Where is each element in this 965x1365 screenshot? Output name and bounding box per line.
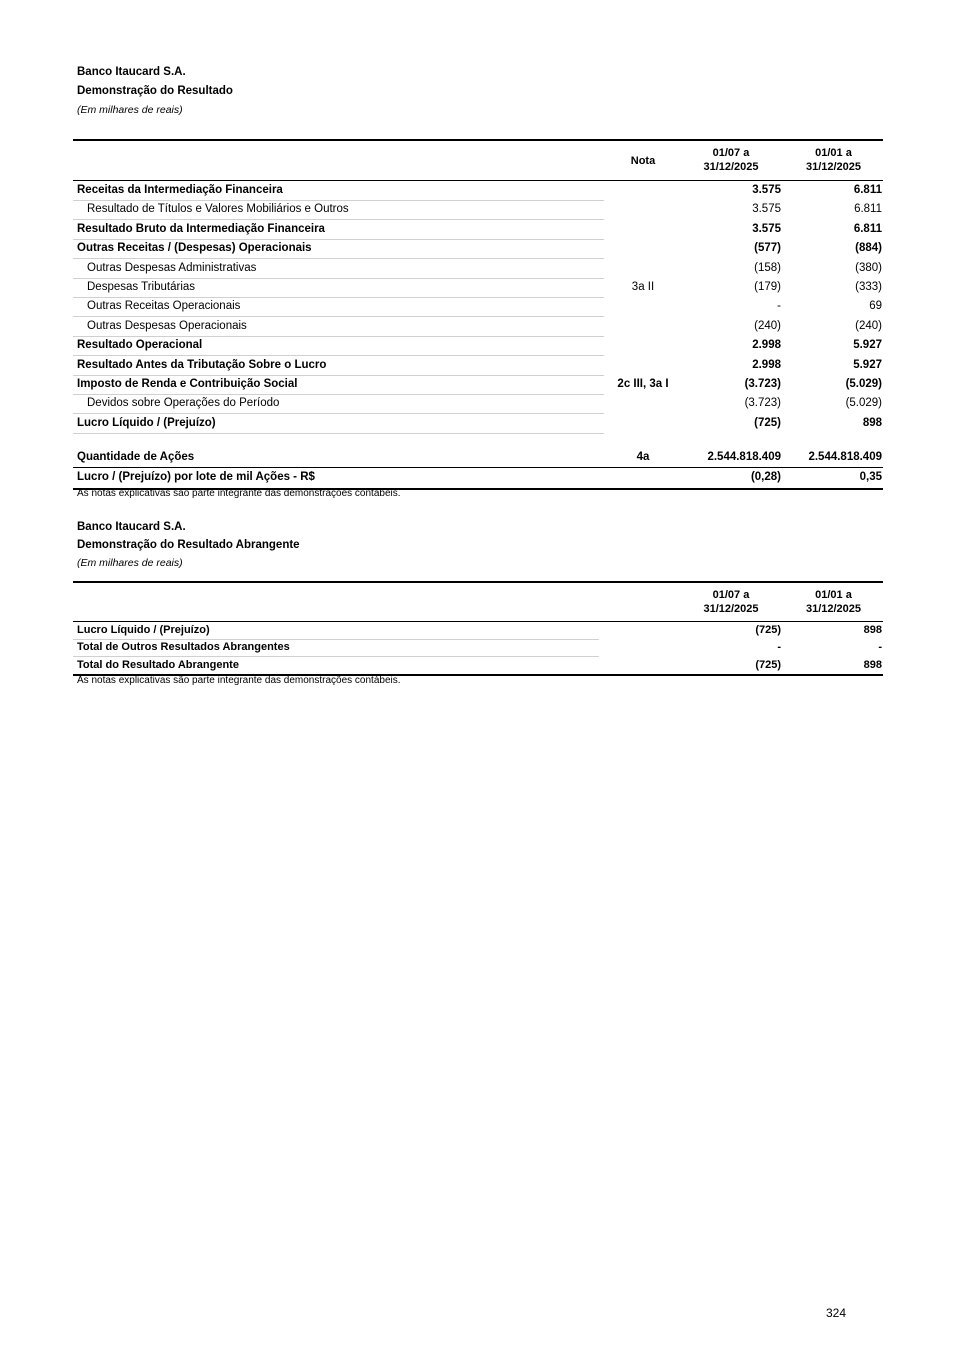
table-row: Lucro Líquido / (Prejuízo) (725) 898 [73,414,883,433]
table-header [73,141,883,181]
header-period-1: 01/07 a 31/12/2025 [703,147,759,173]
statement-title-2: Demonstração do Resultado Abrangente [77,539,300,551]
company-name: Banco Itaucard S.A. [77,66,186,78]
header-nota: Nota [630,155,656,167]
header-period-2: 01/01 a 31/12/2025 [805,147,862,173]
table-row: Total de Outros Resultados Abrangentes - - [73,639,883,656]
header-period-2: 01/01 a 31/12/2025 [805,589,862,615]
footnote: As notas explicativas são parte integrante das demonstrações contábeis. [77,488,401,499]
table-row: Outras Despesas Administrativas (158) (380) [73,259,883,278]
page-number: 324 [826,1306,847,1320]
table-row: Outras Despesas Operacionais (240) (240) [73,317,883,336]
table-row: Quantidade de Ações 4a 2.544.818.409 2.544.818.409 [77,451,882,464]
table-row: Imposto de Renda e Contribuição Social 2c III, 3a I (3.723) (5.029) [73,375,883,394]
unit-label-2: (Em milhares de reais) [77,557,183,569]
income-statement-table [73,139,883,490]
table-row: Resultado Antes da Tributação Sobre o Lucro 2.998 5.927 [73,356,883,375]
table-row: Outras Receitas Operacionais - 69 [73,297,883,316]
table-row: Lucro / (Prejuízo) por lote de mil Ações - R$ (0,28) 0,35 [73,467,883,487]
table-row: Lucro Líquido / (Prejuízo) (725) 898 [73,622,883,639]
header-period-1: 01/07 a 31/12/2025 [703,589,759,615]
statement-title: Demonstração do Resultado [77,85,233,97]
table-row: Receitas da Intermediação Financeira 3.575 6.811 [73,181,883,200]
table-row: Total do Resultado Abrangente (725) 898 [77,658,882,671]
table-row: Resultado Operacional 2.998 5.927 [73,336,883,355]
table-row: Resultado de Títulos e Valores Mobiliários e Outros 3.575 6.811 [73,200,883,219]
table-header [73,583,883,622]
table-row: Devidos sobre Operações do Período (3.723) (5.029) [73,394,883,413]
comprehensive-income-table [73,581,883,676]
table-row: Outras Receitas / (Despesas) Operacionais (577) (884) [73,239,883,258]
unit-label: (Em milhares de reais) [77,104,183,116]
company-name-2: Banco Itaucard S.A. [77,521,186,533]
table-row: Resultado Bruto da Intermediação Financeira 3.575 6.811 [73,220,883,239]
table-row: Despesas Tributárias 3a II (179) (333) [73,278,883,297]
footnote-2: As notas explicativas são parte integrante das demonstrações contábeis. [77,675,401,686]
